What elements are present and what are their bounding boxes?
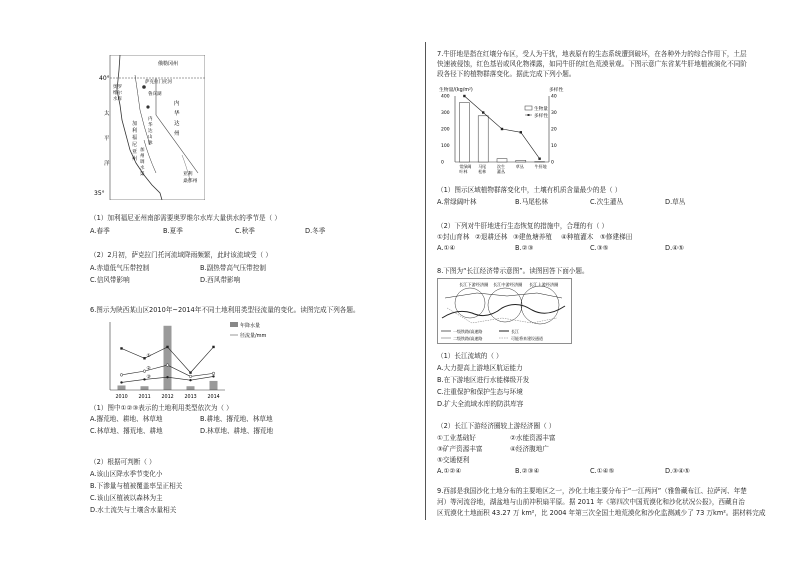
q8-2-item-2: ②水能资源丰富 <box>510 434 556 442</box>
q7-2-stem: （2）下列对牛肝地进行生态恢复的措施中，合理的有（ ） <box>437 222 609 230</box>
c2-xtick-3-a: 草丛 <box>515 164 524 169</box>
q8-2-option-d[interactable]: D.③④⑤ <box>665 467 690 475</box>
q9-line-2: 河）等河流谷地，湖盆地与山前冲积扇平原。据 2011 年《第四次中国荒漠化和沙化状况公报》，西藏自治 <box>437 498 745 506</box>
biomass-chart <box>437 84 577 182</box>
c2-diversity-point-2 <box>501 128 503 130</box>
c2-left-tick-100: 100 <box>441 144 450 149</box>
c2-diversity-point-0 <box>463 95 465 97</box>
q7-stem-line-1: 7.牛肝地是指在红壤分布区，受人为干扰，地表原有的生态系统遭到破坏，在各种外力的综合作用下，土层 <box>437 50 747 58</box>
q7-2-option-c[interactable]: C.③⑤ <box>590 244 609 252</box>
c1-rain-bar-2010 <box>118 385 126 390</box>
c1-point-3-1 <box>143 378 145 380</box>
c2-xtick-0-a: 常绿阔 <box>459 164 472 169</box>
column-divider <box>425 42 426 520</box>
map-title-mid: 长江中游经济圈 <box>493 282 523 287</box>
sierra-char-4: 山 <box>148 135 153 140</box>
ca-char-4: 尼 <box>132 142 138 148</box>
canal-char-3: 调 <box>140 160 145 165</box>
q8-2-item-3: ③矿产资源丰富 <box>437 445 483 453</box>
ca-char-3: 福 <box>132 135 138 141</box>
canal-char-1: 加 <box>140 148 145 153</box>
c1-point-2-3 <box>189 375 192 378</box>
q7-1-option-c[interactable]: C.次生灌丛 <box>590 198 624 206</box>
legend-river: 长江 <box>511 329 519 334</box>
c1-point-2-1 <box>143 370 146 373</box>
az-line-1: 亚利 <box>183 172 193 177</box>
ca-char-2: 利 <box>132 128 138 134</box>
q2-option-b[interactable]: B.副热带高气压带控制 <box>200 264 266 272</box>
q8-2-option-b[interactable]: B.②③④ <box>515 467 540 475</box>
q8-2-item-1: ①工业基础好 <box>437 434 476 442</box>
q7-2-option-d[interactable]: D.④⑤ <box>665 244 684 252</box>
q6-2-option-b[interactable]: B.下渗量与植被覆盖率呈正相关 <box>90 482 183 490</box>
runoff-chart <box>100 318 285 400</box>
c1-xtick-2011: 2011 <box>138 395 151 400</box>
lat-35-label: 35° <box>94 190 105 197</box>
c1-xtick-2012: 2012 <box>161 395 174 400</box>
c2-right-tick-30: 30 <box>551 111 557 116</box>
q2-stem: （2）2月初，萨克拉门托河流域降雨频繁，此时该流域受（ ） <box>90 251 272 259</box>
c2-xtick-1-a: 马尾 <box>478 164 487 169</box>
c2-xtick-2-b: 灌丛 <box>497 169 505 174</box>
c2-xtick-0-b: 叶林 <box>459 169 468 174</box>
nv-char-2: 华 <box>174 111 180 117</box>
c2-biomass-bar-0 <box>459 103 469 162</box>
c1-rain-bar-2011 <box>141 386 149 390</box>
c2-left-tick-0: 0 <box>441 160 444 166</box>
c2-ylabel-left: 生物量/(kg/m²) <box>439 88 473 93</box>
legend-bar-swatch <box>230 322 238 327</box>
nv-char-3: 达 <box>174 121 180 127</box>
q8-2-item-5: ⑤交通便利 <box>437 456 470 464</box>
c1-point-3-2 <box>166 376 168 378</box>
sierra-char-1: 内 <box>148 117 153 122</box>
c2-right-tick-40: 40 <box>551 94 557 100</box>
map-title-lower: 长江下游经济圈 <box>459 282 489 287</box>
q6-2-stem: （2）根据可判断（ ） <box>90 458 156 466</box>
c2-diversity-point-3 <box>520 131 522 133</box>
q8-stem: 8.下图为“长江经济带示意图”。读图回答下面小题。 <box>437 267 589 275</box>
q6-1-stem: （1）图中①②③表示的土地利用类型依次为（ ） <box>90 404 233 412</box>
c2-legend-bar: 生物量 <box>534 107 548 112</box>
c2-diversity-point-1 <box>482 111 484 113</box>
reservoir-line-1: 奥罗 <box>113 85 122 90</box>
yangtze-economic-belt-map <box>437 278 572 344</box>
q6-2-option-c[interactable]: C.该山区植被以森林为主 <box>90 494 163 502</box>
c1-series-label-2: ② <box>146 366 151 372</box>
reservoir-line-2: 维尔 <box>113 91 122 96</box>
lat-40-label: 40° <box>99 75 110 82</box>
q7-2-item-3: ③建鱼塘养殖 <box>513 233 552 241</box>
c1-point-2-0 <box>120 374 123 377</box>
legend-line-label: 径流量/mm <box>240 333 267 339</box>
q8-2-item-4: ④经济腹地广 <box>510 445 549 453</box>
q7-2-option-a[interactable]: A.①④ <box>437 244 456 252</box>
c1-point-2-2 <box>166 364 169 367</box>
c2-biomass-bar-1 <box>478 116 488 162</box>
legend-rain-label: 年降水量 <box>240 323 261 329</box>
q8-1-option-b[interactable]: B.在下游地区进行水能梯级开发 <box>437 376 530 384</box>
q7-1-option-d[interactable]: D.草丛 <box>665 198 686 206</box>
canal-char-4: 水 <box>140 166 145 171</box>
q6-1-option-c[interactable]: C.林草地、撂荒地、耕地 <box>90 427 163 435</box>
q8-1-stem: （1）长江流域的（ ） <box>437 352 503 360</box>
c1-point-1-1 <box>143 357 145 359</box>
legend-future: 可能将来建设通道 <box>511 336 543 341</box>
q1-option-d[interactable]: D.冬季 <box>305 227 326 235</box>
ca-char-5: 亚 <box>132 149 138 155</box>
q2-option-d[interactable]: D.西风带影响 <box>200 276 241 284</box>
sierra-char-3: 达 <box>148 129 153 134</box>
c2-ylabel-right: 多样性 <box>549 88 564 93</box>
q7-stem-line-2: 快速被侵蚀，红色基岩或风化物裸露，如同牛肝的红色荒漠景观。下图示意广东省某牛肝地植被演化不同阶 <box>437 60 747 68</box>
q6-2-option-d[interactable]: D.水土流失与土壤含水量相关 <box>90 506 177 514</box>
c1-xtick-2010: 2010 <box>115 395 128 400</box>
q9-line-3: 区荒漠化土地面积 43.27 万 km²，比 2004 年第三次全国土地荒漠化和沙化监测减少了 73 万km²。据材料完成 <box>437 509 766 517</box>
c1-series-label-1: ① <box>146 353 151 359</box>
q1-option-a[interactable]: A.春季 <box>90 227 110 235</box>
c2-xtick-4-a: 牛肝地 <box>534 164 547 169</box>
c2-xtick-1-b: 松林 <box>478 169 487 174</box>
q1-option-b[interactable]: B.夏季 <box>163 227 183 235</box>
c2-left-tick-300: 300 <box>441 111 450 116</box>
q6-1-option-b[interactable]: B.耕地、撂荒地、林草地 <box>200 415 273 423</box>
c2-diversity-line <box>464 96 539 159</box>
canal-char-2: 州 <box>140 154 145 159</box>
q7-2-item-1: ①封山育林 <box>437 233 470 241</box>
lake-label: 鲁宾湖 <box>148 92 162 97</box>
c2-diversity-point-4 <box>538 158 540 160</box>
c1-point-3-4 <box>212 375 214 377</box>
ocean-char-2: 平 <box>104 136 110 142</box>
c1-point-1-4 <box>212 346 214 348</box>
q7-1-option-a[interactable]: A.常绿阔叶林 <box>437 198 477 206</box>
c2-left-tick-200: 200 <box>441 127 450 133</box>
sierra-char-2: 华 <box>148 123 153 128</box>
q7-1-stem: （1）图示区域植物群落变化中，土壤有机质含量最少的是（ ） <box>437 186 622 194</box>
c2-right-tick-10: 10 <box>551 144 557 149</box>
california-map <box>90 55 205 200</box>
q7-2-item-5: ⑤修建梯田 <box>600 233 633 241</box>
q6-1-option-d[interactable]: D.林草地、耕地、撂荒地 <box>200 427 274 435</box>
q8-2-option-a[interactable]: A.①②④ <box>437 467 462 475</box>
c1-rain-bar-2013 <box>187 386 195 390</box>
sierra-char-5: 脉 <box>148 141 153 146</box>
az-line-2: 桑那州 <box>183 179 198 184</box>
c1-rain-bar-2012 <box>164 326 172 390</box>
c2-biomass-bar-3 <box>516 160 526 162</box>
c1-rain-bar-2014 <box>210 381 218 390</box>
ocean-char-1: 太 <box>104 111 110 117</box>
c1-point-3-3 <box>189 379 191 381</box>
q8-1-option-d[interactable]: D.扩大全流域水库的防洪库容 <box>437 400 524 408</box>
q6-1-option-a[interactable]: A.撂荒地、耕地、林草地 <box>90 415 163 423</box>
nv-char-4: 州 <box>174 131 180 137</box>
q1-option-c[interactable]: C.秋季 <box>235 227 255 235</box>
q6-2-option-a[interactable]: A.该山区降水季节变化小 <box>90 470 163 478</box>
c1-point-3-0 <box>120 381 122 383</box>
c2-right-tick-0: 0 <box>551 160 554 166</box>
river-label: 萨克拉门托河 <box>145 80 172 85</box>
c1-point-2-4 <box>212 372 215 375</box>
c1-xtick-2014: 2014 <box>207 395 220 400</box>
q8-1-option-c[interactable]: C.注重保护和保护生态与环境 <box>437 388 523 396</box>
c1-series-label-3: ③ <box>146 374 151 380</box>
q7-1-option-b[interactable]: B.马尾松林 <box>515 198 548 206</box>
ocean-char-3: 洋 <box>104 161 110 167</box>
c1-point-1-3 <box>189 371 191 373</box>
ca-char-1: 加 <box>132 121 138 127</box>
q8-2-option-c[interactable]: C.①④⑤ <box>590 467 615 475</box>
q1-stem: （1）加利福尼亚州南部需要奥罗维尔水库大量供水的季节是（ ） <box>90 214 281 222</box>
ca-char-6: 州 <box>132 156 138 162</box>
q7-2-option-b[interactable]: B.②③ <box>515 244 534 252</box>
c2-left-tick-400: 400 <box>441 94 450 100</box>
nv-char-1: 内 <box>174 101 180 107</box>
reservoir-line-3: 水库 <box>113 97 122 102</box>
q9-line-1: 9.西部是我国沙化土地分布的主要地区之一，沙化土地主要分布于“一江两河”（雅鲁藏布江、拉萨河、年楚 <box>437 487 747 495</box>
c2-xtick-2-a: 次生 <box>497 164 505 169</box>
q2-option-a[interactable]: A.赤道低气压带控制 <box>90 264 150 272</box>
q6-stem: 6.图示为陕西某山区2010年~2014年不同土地利用类型径流量的变化。读图完成下列各题。 <box>90 306 360 314</box>
q7-2-item-4: ④种植灌木 <box>561 233 594 241</box>
canal-char-5: 渠 <box>140 172 145 177</box>
c1-xtick-2013: 2013 <box>184 395 197 400</box>
map-title-upper: 长江上游经济圈 <box>529 282 559 287</box>
c2-legend-line: 多样性 <box>534 114 548 119</box>
q8-2-stem: （2）长江下游经济圈较上游经济圈（ ） <box>437 422 556 430</box>
q7-stem-line-3: 段各径下的植物群落变化。据此完成下列小题。 <box>437 70 576 78</box>
q2-option-c[interactable]: C.信风带影响 <box>90 276 130 284</box>
legend-second-rail: 二级铁路/高速路 <box>453 336 483 341</box>
c2-right-tick-20: 20 <box>551 127 557 133</box>
c1-point-1-0 <box>120 347 122 349</box>
q8-1-option-a[interactable]: A.大力提高上游地区航运能力 <box>437 364 523 372</box>
c1-point-1-2 <box>166 346 168 348</box>
oregon-label: 俄勒冈州 <box>158 61 179 67</box>
legend-first-rail: 一级铁路/高速路 <box>453 329 483 334</box>
q7-2-item-2: ②退耕还林 <box>475 233 508 241</box>
c2-biomass-bar-2 <box>497 159 507 162</box>
